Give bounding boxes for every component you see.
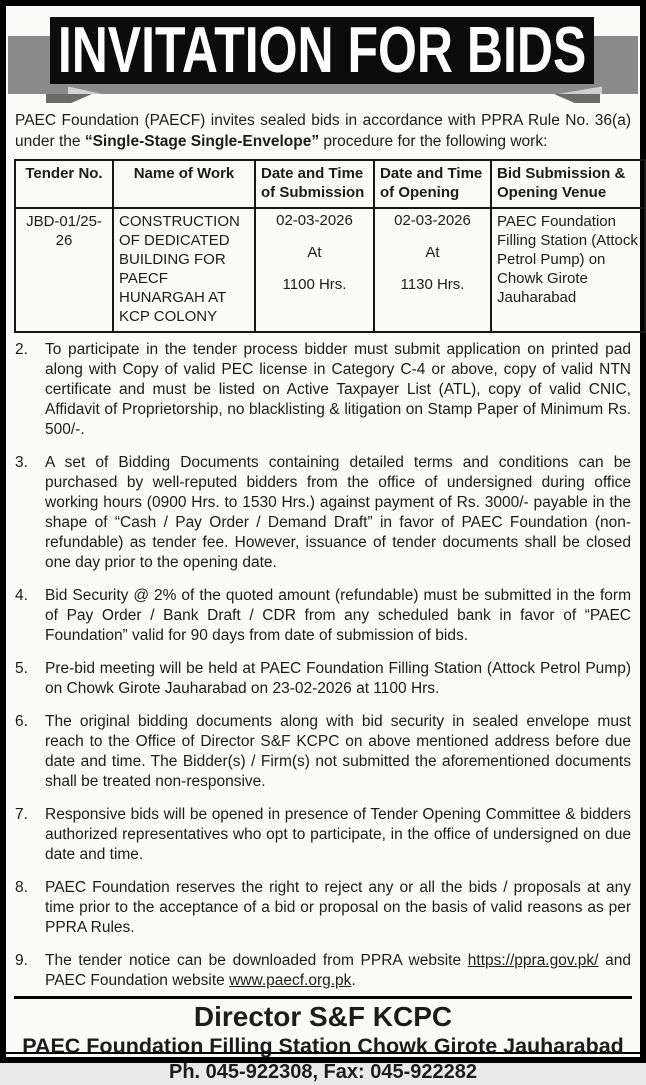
submission-at: At (307, 244, 322, 261)
bottom-rule (6, 1052, 640, 1054)
table-header-row (15, 160, 645, 208)
numbered-item-3 (15, 453, 631, 573)
column-header-tender-no: Tender No. (15, 160, 113, 208)
opening-at: At (425, 244, 440, 261)
contact-phone-fax: Ph. 045-922308, Fax: 045-922282 (169, 1061, 477, 1083)
item9-prefix: The tender notice can be downloaded from PPRA website (45, 952, 468, 969)
paecf-website-link[interactable]: www.paecf.org.pk (229, 972, 352, 989)
column-header-submission: Date and Time of Submission (255, 160, 374, 208)
numbered-item-9 (15, 951, 631, 991)
numbered-item-7 (15, 805, 631, 865)
item-number: 2. (15, 341, 28, 358)
ribbon-fold-dark-right (554, 94, 600, 103)
title-banner (50, 14, 594, 87)
item9-mid: and PAEC Foundation website (45, 952, 631, 989)
item-number: 8. (15, 879, 28, 896)
item-number: 3. (15, 454, 28, 471)
column-header-venue: Bid Submission & Opening Venue (491, 160, 645, 208)
numbered-item-4 (15, 586, 631, 646)
clauses-list (15, 340, 631, 991)
item-number: 6. (15, 713, 28, 730)
item-number: 4. (15, 587, 28, 604)
item-number: 5. (15, 660, 28, 677)
table-row (15, 208, 645, 332)
cell-tender-no: JBD-01/25-26 (15, 208, 113, 332)
signatory-address: PAEC Foundation Filling Station Chowk Girote Jauharabad (22, 1034, 624, 1058)
ppra-website-link[interactable]: https://ppra.gov.pk/ (467, 952, 599, 969)
numbered-item-5 (15, 659, 631, 699)
cell-submission (255, 208, 374, 332)
numbered-item-2 (15, 340, 631, 440)
intro-text-bold: “Single-Stage Single-Envelope” (84, 133, 320, 150)
item-text: PAEC Foundation reserves the right to reject any or all the bids / proposals at any time prior to the acceptance of a bid or proposal on the basis of valid reasons as per PPRA Rules. (45, 879, 631, 936)
numbered-item-8 (15, 878, 631, 938)
item-number: 7. (15, 806, 28, 823)
item-text: A set of Bidding Documents containing detailed terms and conditions can be purchased by well-reputed bidders from the office of undersigned during office working hours (0900 Hrs. to 1530 Hrs.) against payment of Rs. 3000/- payable in the shape of “Cash / Pay Order / Demand Draft” in favor of PAEC Foundation (non-refundable) as tender fee. However, issuance of tender documents shall be closed one day prior to the opening date. (45, 454, 631, 571)
item9-suffix: . (351, 972, 356, 989)
item-text: The original bidding documents along with bid security in sealed envelope must reach to the Office of Director S&F KCPC on above mentioned address before due date and time. The Bidder(s) / Firm(s) not submitted the aforementioned documents shall be treated non-responsive. (45, 713, 631, 790)
signatory-title: Director S&F KCPC (193, 1001, 453, 1032)
item-text: Responsive bids will be opened in presence of Tender Opening Committee & bidders authorized representatives who opt to participate, in the office of undersigned on due date and time. (45, 806, 631, 863)
submission-time: 1100 Hrs. (282, 276, 347, 293)
item-text: Bid Security @ 2% of the quoted amount (refundable) must be submitted in the form of Pay Order / Bank Draft / CDR from any scheduled bank in favor of “PAEC Foundation” valid for 90 days from date of submission of bids. (45, 587, 631, 644)
item-number: 9. (15, 952, 28, 969)
item-text: Pre-bid meeting will be held at PAEC Foundation Filling Station (Attock Petrol Pump) on Chowk Girote Jauharabad on 23-02-2026 at 1100 Hrs. (45, 660, 631, 697)
column-header-name-of-work: Name of Work (113, 160, 255, 208)
banner (6, 6, 640, 103)
ribbon-fold-dark-left (46, 94, 92, 103)
footer (6, 1001, 640, 1085)
footer-separator (14, 996, 632, 999)
intro-text-suffix: procedure for the following work: (319, 133, 548, 150)
opening-date: 02-03-2026 (394, 212, 471, 229)
intro-paragraph (15, 110, 631, 152)
column-header-opening: Date and Time of Opening (374, 160, 491, 208)
numbered-item-6 (15, 712, 631, 792)
cell-venue: PAEC Foundation Filling Station (Attock Petrol Pump) on Chowk Girote Jauharabad (491, 208, 645, 332)
cell-opening (374, 208, 491, 332)
page-title: INVITATION FOR BIDS (57, 14, 587, 87)
opening-time: 1130 Hrs. (400, 276, 465, 293)
item-text: To participate in the tender process bidder must submit application on printed pad along with Copy of valid PEC license in Category C-4 or above, copy of valid NTN certificate and must be listed on Active Taxpayer List (ATL), copy of valid CNIC, Affidavit of Proprietorship, no blacklisting & litigation on Stamp Paper of Minimum Rs. 500/-. (45, 341, 631, 438)
item-text (45, 951, 631, 991)
cell-name-of-work: CONSTRUCTION OF DEDICATED BUILDING FOR PAECF HUNARGAH AT KCP COLONY (113, 208, 255, 332)
submission-date: 02-03-2026 (276, 212, 353, 229)
tender-table (14, 159, 646, 333)
intro-text-prefix: PAEC Foundation (PAECF) invites sealed bids in accordance with PPRA Rule No. 36(a) under the (15, 112, 631, 150)
